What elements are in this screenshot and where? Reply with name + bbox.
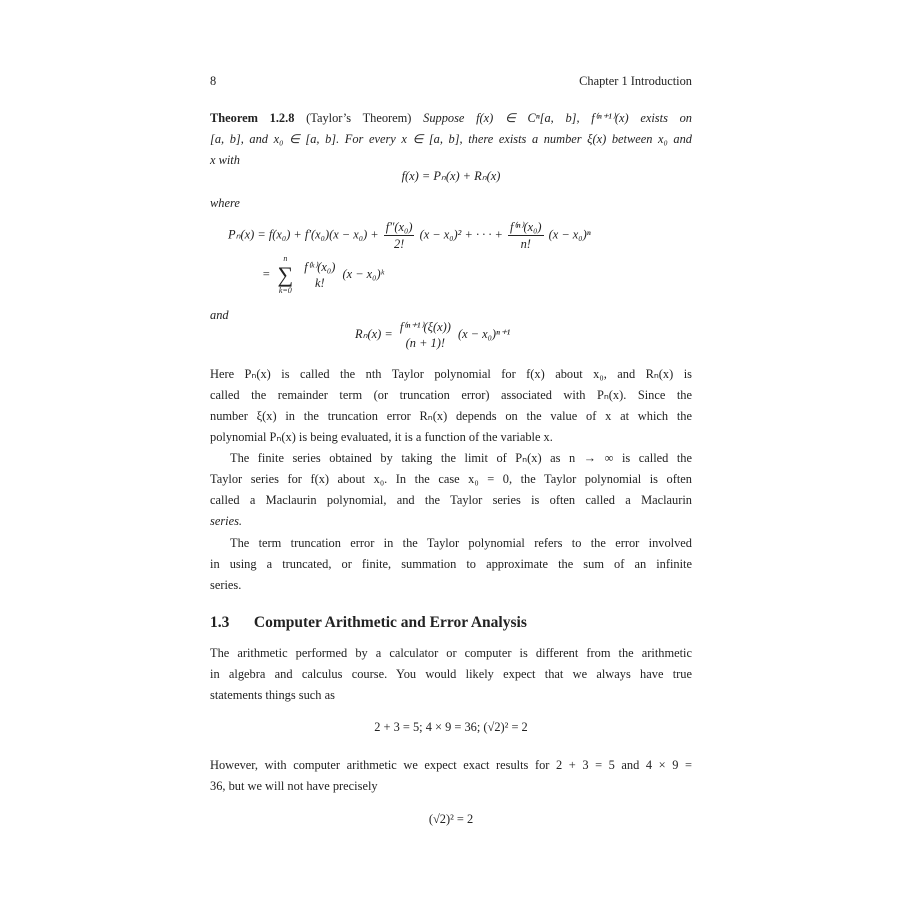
fraction-nth-derivative: [508, 220, 544, 251]
text-line: series.: [210, 514, 243, 528]
section-heading: [210, 614, 527, 632]
sum-lower-limit: k=0: [278, 286, 292, 295]
theorem-line-2: [a, b], and x₀ ∈ [a, b]. For every x ∈ [a, b], there exists a number ξ(x) between x₀ and: [210, 132, 692, 146]
page-number: 8: [210, 74, 217, 88]
paragraph-taylor-polynomial: [210, 364, 692, 448]
equation-remainder: [355, 320, 510, 350]
taylor-sum-tail: (x − x₀)ᵏ: [342, 266, 385, 281]
text-line: The arithmetic performed by a calculator or computer is different from the arithmetic: [210, 646, 692, 660]
running-header: Chapter 1 Introduction: [579, 74, 692, 88]
text-line: series.: [210, 578, 242, 592]
theorem-label: Theorem 1.2.8: [210, 111, 295, 125]
fraction-numerator: f⁽ⁿ⁾(x₀): [510, 220, 542, 234]
remainder-tail: (x − x₀)ⁿ⁺¹: [457, 326, 511, 341]
section-title: Computer Arithmetic and Error Analysis: [253, 614, 527, 631]
fraction-denominator: n!: [520, 237, 531, 251]
sum-symbol: ∑: [277, 262, 294, 287]
summation: [277, 254, 293, 296]
text-line: number ξ(x) in the truncation error Rₙ(x) depends on the value of x at which the: [210, 409, 692, 423]
paragraph-inexact-results: [210, 755, 692, 797]
theorem-name: (Taylor’s Theorem): [306, 111, 412, 125]
equals-sign: =: [262, 266, 271, 281]
theorem-statement: [210, 108, 692, 171]
text-line: The finite series obtained by taking the limit of Pₙ(x) as n → ∞ is called the: [230, 451, 692, 465]
text-line: Here Pₙ(x) is called the nth Taylor polynomial for f(x) about x₀, and Rₙ(x) is: [210, 367, 692, 381]
fraction-numerator: f⁽ⁿ⁺¹⁾(ξ(x)): [399, 320, 451, 334]
equation-taylor-polynomial: [228, 220, 591, 251]
text-line: in algebra and calculus course. You would likely expect that we always have true: [210, 667, 692, 681]
fraction-kth-derivative: [302, 260, 337, 290]
fraction-second-derivative: [384, 220, 415, 251]
sum-upper-limit: n: [283, 254, 288, 263]
equation-arithmetic-examples: 2 + 3 = 5; 4 × 9 = 36; (√2)² = 2: [374, 720, 528, 734]
text-line: The term truncation error in the Taylor polynomial refers to the error involved: [230, 536, 692, 550]
theorem-line-1: [210, 108, 692, 129]
remainder-lhs: Rₙ(x) =: [355, 326, 393, 341]
text-line: polynomial Pₙ(x) is being evaluated, it is a function of the variable x.: [210, 430, 553, 444]
theorem-line-1-text: Suppose f(x) ∈ Cⁿ[a, b], f⁽ⁿ⁺¹⁾(x) exists on: [423, 111, 692, 125]
text-line: Taylor series for f(x) about x₀. In the case x₀ = 0, the Taylor polynomial is often: [210, 472, 692, 486]
text-line: called a Maclaurin polynomial, and the Taylor series is often called a Maclaurin: [210, 493, 692, 507]
taylor-poly-term2-tail: (x − x₀)² + · · · +: [419, 227, 503, 242]
theorem-line-3: x with: [210, 153, 240, 167]
fraction-numerator: f″(x₀): [385, 220, 413, 234]
fraction-denominator: 2!: [393, 237, 405, 251]
text-line: 36, but we will not have precisely: [210, 779, 378, 793]
fraction-numerator: f⁽ᵏ⁾(x₀): [304, 260, 336, 274]
equation-taylor-sum: [262, 254, 384, 296]
paragraph-taylor-series: [210, 448, 692, 532]
text-line: in using a truncated, or finite, summation to approximate the sum of an infinite: [210, 557, 692, 571]
and-label: and: [210, 308, 229, 322]
fraction-denominator: (n + 1)!: [405, 336, 445, 350]
text-line: statements things such as: [210, 688, 335, 702]
text-line: called the remainder term (or truncation error) associated with Pₙ(x). Since the: [210, 388, 692, 402]
text-line: However, with computer arithmetic we expect exact results for 2 + 3 = 5 and 4 × 9 =: [210, 758, 692, 772]
equation-taylor-main: f(x) = Pₙ(x) + Rₙ(x): [401, 169, 501, 183]
fraction-denominator: k!: [315, 276, 325, 290]
section-number: 1.3: [210, 614, 230, 631]
taylor-poly-termn-tail: (x − x₀)ⁿ: [548, 227, 591, 242]
equation-sqrt-two-squared: (√2)² = 2: [428, 812, 474, 826]
paragraph-computer-arithmetic: [210, 643, 692, 706]
fraction-remainder: [398, 320, 453, 350]
paragraph-truncation-error: [210, 533, 692, 596]
where-label: where: [210, 196, 240, 210]
taylor-poly-lhs: Pₙ(x) = f(x₀) + f′(x₀)(x − x₀) +: [228, 227, 379, 242]
